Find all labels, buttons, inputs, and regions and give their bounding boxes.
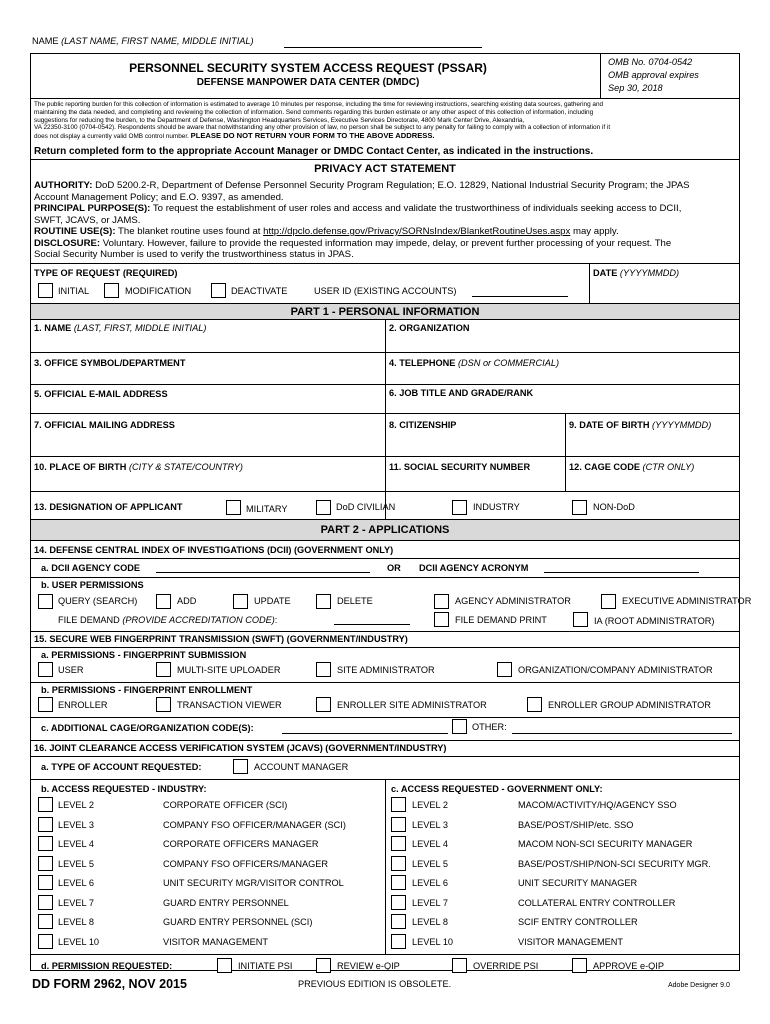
form-title: PERSONNEL SECURITY SYSTEM ACCESS REQUEST (PSSAR) xyxy=(129,61,487,75)
gov-level-label: LEVEL 5 xyxy=(412,858,448,869)
update-checkbox[interactable] xyxy=(233,594,248,609)
section-15-heading: 15. SECURE WEB FINGERPRINT TRANSMISSION (SWFT) (GOVERNMENT/INDUSTRY) xyxy=(34,634,408,644)
enroller-label: ENROLLER xyxy=(58,700,108,710)
gov-level-label: LEVEL 3 xyxy=(412,819,448,830)
industry-access-label: b. ACCESS REQUESTED - INDUSTRY: xyxy=(41,784,207,794)
ia-root-label: IA (ROOT ADMINISTRATOR) xyxy=(594,616,715,626)
government-access-label: c. ACCESS REQUESTED - GOVERNMENT ONLY: xyxy=(391,784,603,794)
user-permissions-label: b. USER PERMISSIONS xyxy=(41,580,144,590)
gov-level-description: BASE/POST/SHIP/etc. SSO xyxy=(518,819,634,830)
non-dod-checkbox[interactable] xyxy=(572,500,587,515)
ind-level-checkbox[interactable] xyxy=(38,797,53,812)
field-9-dob-label: 9. DATE OF BIRTH (YYYYMMDD) xyxy=(569,420,712,430)
gov-level-description: COLLATERAL ENTRY CONTROLLER xyxy=(518,897,676,908)
initial-label: INITIAL xyxy=(58,286,90,296)
other-checkbox[interactable] xyxy=(452,719,467,734)
ia-root-checkbox[interactable] xyxy=(573,612,588,627)
site-administrator-label: SITE ADMINISTRATOR xyxy=(337,665,435,675)
account-manager-label: ACCOUNT MANAGER xyxy=(254,762,349,772)
enroller-group-admin-checkbox[interactable] xyxy=(527,697,542,712)
ind-level-description: GUARD ENTRY PERSONNEL (SCI) xyxy=(163,917,313,927)
ind-level-description: COMPANY FSO OFFICERS/MANAGER xyxy=(163,858,329,869)
section-14-heading: 14. DEFENSE CENTRAL INDEX OF INVESTIGATIONS (DCII) (GOVERNMENT ONLY) xyxy=(34,545,394,555)
field-7-mailing-label: 7. OFFICIAL MAILING ADDRESS xyxy=(34,420,175,430)
permission-requested-label: d. PERMISSION REQUESTED: xyxy=(41,961,173,971)
gov-level-checkbox[interactable] xyxy=(391,914,406,929)
field-8-citizenship-label: 8. CITIZENSHIP xyxy=(389,420,457,430)
ind-level-checkbox[interactable] xyxy=(38,817,53,832)
multi-site-uploader-checkbox[interactable] xyxy=(156,662,171,677)
field-2-organization-label: 2. ORGANIZATION xyxy=(389,323,470,333)
additional-cage-label: c. ADDITIONAL CAGE/ORGANIZATION CODE(S): xyxy=(41,723,254,733)
transaction-viewer-checkbox[interactable] xyxy=(156,697,171,712)
user-id-label: USER ID (EXISTING ACCOUNTS) xyxy=(314,286,457,296)
privacy-statement: AUTHORITY: DoD 5200.2-R, Department of Defense Personnel Security Program Regulation; E.O. 12829, National Industrial Security Program; the JPAS Account Management Policy; and E.O. 9397, as amended. PRINCIPAL PURPOSE(S): To request the establishment of user roles and access and validate the trustworthiness of individuals seeking access to DCII, SWFT, JCAVS, or JAMS. ROUTINE USE(S): The blanket routine uses found at http://dpclo.defense.gov/Privacy/SORNsIndex/BlanketRoutineUses.aspx may apply. DISCLOSURE: Voluntary. However, failure to provide the requested information may impede, delay, or prevent further processing of your request. The Social Security Number is used to verify the trustworthiness status in JPAS. xyxy=(34,180,690,260)
approve-eqip-checkbox[interactable] xyxy=(572,958,587,973)
ind-level-label: LEVEL 4 xyxy=(58,839,94,849)
section-16-heading: 16. JOINT CLEARANCE ACCESS VERIFICATION SYSTEM (JCAVS) (GOVERNMENT/INDUSTRY) xyxy=(34,743,447,753)
enroller-group-admin-label: ENROLLER GROUP ADMINISTRATOR xyxy=(548,700,711,710)
dcii-agency-code-field[interactable] xyxy=(156,572,370,573)
dod-civilian-label: DoD CIVILIAN xyxy=(336,502,396,512)
dod-civilian-checkbox[interactable] xyxy=(316,500,331,515)
multi-site-uploader-label: MULTI-SITE UPLOADER xyxy=(177,665,281,675)
deactivate-label: DEACTIVATE xyxy=(231,286,288,296)
ind-level-description: CORPORATE OFFICER (SCI) xyxy=(163,800,288,810)
file-demand-print-checkbox[interactable] xyxy=(434,612,449,627)
ind-level-checkbox[interactable] xyxy=(38,895,53,910)
form-id: DD FORM 2962, NOV 2015 xyxy=(32,977,187,991)
agency-administrator-checkbox[interactable] xyxy=(434,594,449,609)
part2-heading: PART 2 - APPLICATIONS xyxy=(320,524,450,536)
query-search-checkbox[interactable] xyxy=(38,594,53,609)
additional-cage-field[interactable] xyxy=(282,733,448,734)
org-company-administrator-label: ORGANIZATION/COMPANY ADMINISTRATOR xyxy=(518,665,713,675)
gov-level-checkbox[interactable] xyxy=(391,895,406,910)
or-label: OR xyxy=(387,563,401,573)
gov-level-description: MACOM NON-SCI SECURITY MANAGER xyxy=(518,839,693,849)
ind-level-description: CORPORATE OFFICERS MANAGER xyxy=(163,839,319,849)
user-id-field[interactable] xyxy=(472,296,568,297)
query-search-label: QUERY (SEARCH) xyxy=(58,596,138,606)
field-11-ssn-label: 11. SOCIAL SECURITY NUMBER xyxy=(389,462,531,472)
other-field[interactable] xyxy=(512,733,732,734)
ind-level-label: LEVEL 2 xyxy=(58,800,94,810)
modification-checkbox[interactable] xyxy=(104,283,119,298)
gov-level-label: LEVEL 7 xyxy=(412,897,448,908)
gov-level-label: LEVEL 4 xyxy=(412,839,448,849)
fingerprint-submission-label: a. PERMISSIONS - FINGERPRINT SUBMISSION xyxy=(41,650,247,660)
delete-label: DELETE xyxy=(337,596,373,606)
gov-level-description: VISITOR MANAGEMENT xyxy=(518,936,623,947)
swft-user-label: USER xyxy=(58,665,84,675)
omb-expires-date: Sep 30, 2018 xyxy=(608,83,663,93)
gov-level-checkbox[interactable] xyxy=(391,875,406,890)
field-1-name-label: 1. NAME (LAST, FIRST, MIDDLE INITIAL) xyxy=(34,323,207,333)
burden-statement: The public reporting burden for this collection of information is estimated to average 10 minutes per response, including the time for reviewing instructions, searching existing data sources, gathering and maintaining the data needed, and completing and reviewing the collection of information. Send comments regarding this burden estimate or any other aspect of this collection of information, including suggestions for reducing the burden, to the Department of Defense, Washington Headquarters Services, Executive Services Directorate, 4800 Mark Center Drive, Alexandria, VA 22350-3100 (0704-0542). Respondents should be aware that notwithstanding any other provision of law, no person shall be subject to any penalty for failing to comply with a collection of information if it does not display a currently valid OMB control number. PLEASE DO NOT RETURN YOUR FORM TO THE ABOVE ADDRESS. xyxy=(34,101,611,141)
accreditation-code-field[interactable] xyxy=(334,624,410,625)
privacy-heading: PRIVACY ACT STATEMENT xyxy=(314,163,456,175)
gov-level-checkbox[interactable] xyxy=(391,836,406,851)
gov-level-label: LEVEL 8 xyxy=(412,917,448,927)
ind-level-checkbox[interactable] xyxy=(38,836,53,851)
enroller-checkbox[interactable] xyxy=(38,697,53,712)
other-label: OTHER: xyxy=(472,722,507,732)
agency-administrator-label: AGENCY ADMINISTRATOR xyxy=(455,596,571,606)
gov-level-checkbox[interactable] xyxy=(391,856,406,871)
swft-user-checkbox[interactable] xyxy=(38,662,53,677)
field-4-telephone-label: 4. TELEPHONE (DSN or COMMERCIAL) xyxy=(389,358,560,368)
ind-level-description: COMPANY FSO OFFICER/MANAGER (SCI) xyxy=(163,819,346,830)
field-12-cage-label: 12. CAGE CODE (CTR ONLY) xyxy=(569,462,695,472)
gov-level-checkbox[interactable] xyxy=(391,934,406,949)
fingerprint-enrollment-label: b. PERMISSIONS - FINGERPRINT ENROLLMENT xyxy=(41,685,253,695)
transaction-viewer-label: TRANSACTION VIEWER xyxy=(177,700,282,710)
review-eqip-checkbox[interactable] xyxy=(316,958,331,973)
initial-checkbox[interactable] xyxy=(38,283,53,298)
name-line-label: NAME (LAST NAME, FIRST NAME, MIDDLE INITIAL) xyxy=(32,36,254,46)
enroller-site-admin-label: ENROLLER SITE ADMINISTRATOR xyxy=(337,700,487,710)
field-6-job-title-label: 6. JOB TITLE AND GRADE/RANK xyxy=(389,388,534,398)
request-type-label: TYPE OF REQUEST (REQUIRED) xyxy=(34,268,178,278)
name-line-field[interactable] xyxy=(284,47,482,48)
site-administrator-checkbox[interactable] xyxy=(316,662,331,677)
industry-label: INDUSTRY xyxy=(473,502,520,512)
file-demand-label: FILE DEMAND (PROVIDE ACCREDITATION CODE): xyxy=(58,615,278,625)
omb-expires-label: OMB approval expires xyxy=(608,70,699,80)
deactivate-checkbox[interactable] xyxy=(211,283,226,298)
field-13-designation-label: 13. DESIGNATION OF APPLICANT xyxy=(34,502,183,512)
executive-administrator-checkbox[interactable] xyxy=(601,594,616,609)
delete-checkbox[interactable] xyxy=(316,594,331,609)
ind-level-checkbox[interactable] xyxy=(38,914,53,929)
form-subtitle: DEFENSE MANPOWER DATA CENTER (DMDC) xyxy=(196,77,420,88)
gov-level-description: UNIT SECURITY MANAGER xyxy=(518,878,638,888)
file-demand-print-label: FILE DEMAND PRINT xyxy=(455,615,547,625)
add-checkbox[interactable] xyxy=(156,594,171,609)
ind-level-label: LEVEL 3 xyxy=(58,819,94,830)
ind-level-label: LEVEL 8 xyxy=(58,917,94,927)
gov-level-label: LEVEL 6 xyxy=(412,878,448,888)
update-label: UPDATE xyxy=(254,596,291,606)
initiate-psi-checkbox[interactable] xyxy=(217,958,232,973)
field-3-office-label: 3. OFFICE SYMBOL/DEPARTMENT xyxy=(34,358,186,368)
add-label: ADD xyxy=(177,596,197,606)
gov-level-label: LEVEL 2 xyxy=(412,800,448,810)
ind-level-description: VISITOR MANAGEMENT xyxy=(163,936,268,947)
part1-heading: PART 1 - PERSONAL INFORMATION xyxy=(290,306,480,318)
account-type-label: a. TYPE OF ACCOUNT REQUESTED: xyxy=(41,762,202,772)
ind-level-label: LEVEL 7 xyxy=(58,897,94,908)
field-5-email-label: 5. OFFICIAL E-MAIL ADDRESS xyxy=(34,389,168,399)
initiate-psi-label: INITIATE PSI xyxy=(238,961,293,971)
approve-eqip-label: APPROVE e-QIP xyxy=(593,961,664,971)
routine-uses-link[interactable]: http://dpclo.defense.gov/Privacy/SORNsIndex/BlanketRoutineUses.aspx xyxy=(263,226,571,237)
military-label: MILITARY xyxy=(246,504,288,514)
enroller-site-admin-checkbox[interactable] xyxy=(316,697,331,712)
modification-label: MODIFICATION xyxy=(125,286,192,296)
dcii-agency-code-label: a. DCII AGENCY CODE xyxy=(41,563,141,573)
review-eqip-label: REVIEW e-QIP xyxy=(337,961,400,971)
override-psi-checkbox[interactable] xyxy=(452,958,467,973)
executive-administrator-label: EXECUTIVE ADMINISTRATOR xyxy=(622,596,752,606)
ind-level-label: LEVEL 10 xyxy=(58,936,100,947)
ind-level-label: LEVEL 6 xyxy=(58,878,94,888)
gov-level-description: MACOM/ACTIVITY/HQ/AGENCY SSO xyxy=(518,800,677,810)
dcii-acronym-field[interactable] xyxy=(544,572,699,573)
dcii-acronym-label: DCII AGENCY ACRONYM xyxy=(419,563,529,573)
gov-level-label: LEVEL 10 xyxy=(412,936,454,947)
military-checkbox[interactable] xyxy=(226,500,241,515)
override-psi-label: OVERRIDE PSI xyxy=(473,961,539,971)
ind-level-description: UNIT SECURITY MGR/VISITOR CONTROL xyxy=(163,878,344,888)
org-company-administrator-checkbox[interactable] xyxy=(497,662,512,677)
ind-level-description: GUARD ENTRY PERSONNEL xyxy=(163,897,289,908)
previous-edition-note: PREVIOUS EDITION IS OBSOLETE. xyxy=(298,979,452,989)
date-label: DATE (YYYYMMDD) xyxy=(593,268,680,278)
ind-level-checkbox[interactable] xyxy=(38,856,53,871)
non-dod-label: NON-DoD xyxy=(593,502,635,512)
return-instructions: Return completed form to the appropriate Account Manager or DMDC Contact Center, as indicated in the instructions. xyxy=(34,146,594,157)
account-manager-checkbox[interactable] xyxy=(233,759,248,774)
gov-level-checkbox[interactable] xyxy=(391,797,406,812)
designer-note: Adobe Designer 9.0 xyxy=(668,982,730,989)
ind-level-label: LEVEL 5 xyxy=(58,858,94,869)
gov-level-description: BASE/POST/SHIP/NON-SCI SECURITY MGR. xyxy=(518,858,711,869)
gov-level-description: SCIF ENTRY CONTROLLER xyxy=(518,917,638,927)
omb-number: OMB No. 0704-0542 xyxy=(608,57,693,67)
field-10-pob-label: 10. PLACE OF BIRTH (CITY & STATE/COUNTRY) xyxy=(34,462,243,472)
ind-level-checkbox[interactable] xyxy=(38,934,53,949)
industry-checkbox[interactable] xyxy=(452,500,467,515)
gov-level-checkbox[interactable] xyxy=(391,817,406,832)
ind-level-checkbox[interactable] xyxy=(38,875,53,890)
